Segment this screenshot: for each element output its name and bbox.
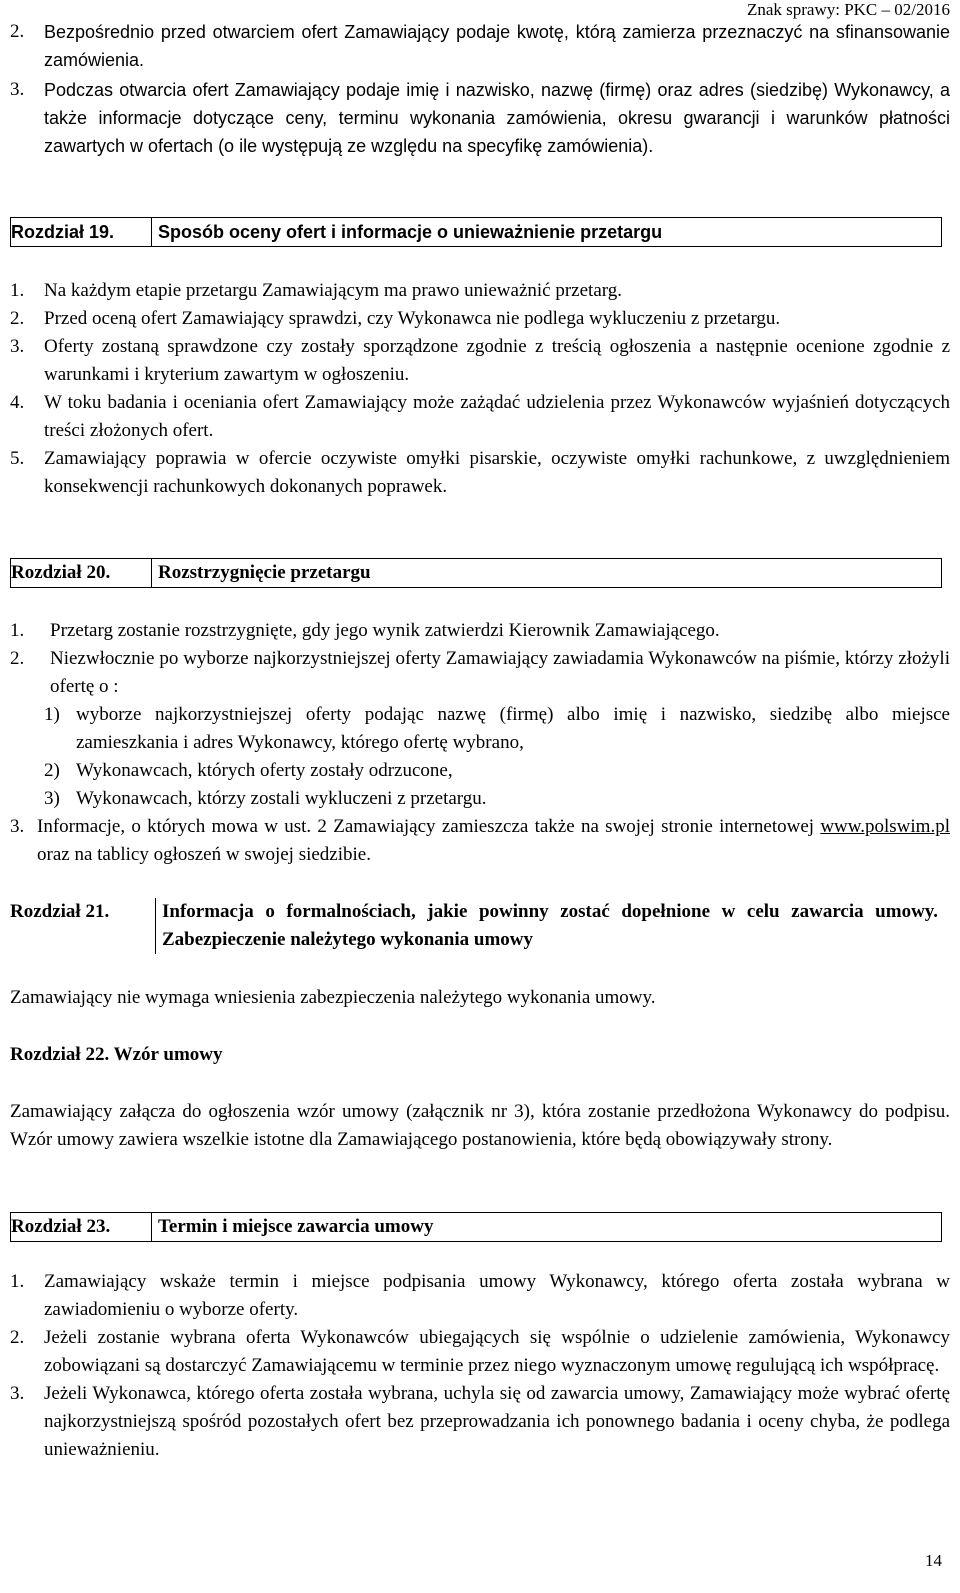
list-item <box>10 18 950 74</box>
chapter-title: Termin i miejsce zawarcia umowy <box>158 1216 434 1237</box>
chapter-label: Rozdział 23. <box>11 1213 152 1241</box>
case-reference: Znak sprawy: PKC – 02/2016 <box>746 0 950 19</box>
chapter-title: Rozstrzygnięcie przetargu <box>158 562 371 583</box>
item-text: Bezpośrednio przed otwarciem ofert Zamawiający podaje kwotę, którą zamierza przeznaczyć na sfinansowanie zamówienia. <box>44 22 950 70</box>
sub-item-text: wyborze najkorzystniejszej oferty podając nazwę (firmę) albo imię i nazwisko, siedzibę albo miejsce zamieszkania i adres Wykonawcy, którego ofertę wybrano, <box>76 704 950 753</box>
item-text: W toku badania i oceniania ofert Zamawiający może zażądać udzielenia przez Wykonawców wyjaśnień dotyczących treści złożonych ofert. <box>44 392 950 441</box>
list-item <box>10 76 950 160</box>
item-number: 2. <box>10 648 25 669</box>
item-text: Informacje, o których mowa w ust. 2 Zamawiający zamieszcza także na swojej stronie internetowej <box>37 816 821 837</box>
item-text: Zamawiający wskaże termin i miejsce podpisania umowy Wykonawcy, którego oferta została wybrana w zawiadomieniu o wyborze oferty. <box>44 1271 950 1320</box>
item-number: 3. <box>10 816 25 837</box>
sub-item-number: 2) <box>44 760 60 781</box>
item-number: 3. <box>10 79 25 100</box>
intro-section <box>10 18 950 160</box>
item-number: 2. <box>10 21 25 42</box>
sub-item-number: 1) <box>44 704 60 725</box>
chapter-22-heading <box>10 1041 942 1069</box>
item-text: Oferty zostaną sprawdzone czy zostały sporządzone zgodnie z treścią ogłoszenia a następnie ocenione zgodnie z warunkami i kryterium zawartym w ogłoszeniu. <box>44 336 950 385</box>
paragraph: Zamawiający nie wymaga wniesienia zabezpieczenia należytego wykonania umowy. <box>10 987 656 1008</box>
chapter-23-body <box>10 1268 950 1464</box>
item-text: Na każdym etapie przetargu Zamawiającym ma prawo unieważnić przetarg. <box>44 280 622 301</box>
chapter-title: Sposób oceny ofert i informacje o unieważnienie przetargu <box>158 222 663 242</box>
sub-item-text: Wykonawcach, których oferty zostały odrzucone, <box>76 760 453 781</box>
chapter-20-body <box>10 617 950 869</box>
item-text: Jeżeli zostanie wybrana oferta Wykonawców ubiegających się wspólnie o udzielenie zamówienia, Wykonawcy zobowiązani są dostarczyć Zamawiającemu w terminie przez niego wyznaczonym umowę regulującą ich współpracę. <box>44 1327 950 1376</box>
list-item <box>10 813 950 869</box>
item-text: Podczas otwarcia ofert Zamawiający podaje imię i nazwisko, nazwę (firmę) oraz adres (siedzibę) Wykonawcy, a także informacje dotyczące ceny, terminu wykonania zamówienia, okresu gwarancji i warunków płatności zawartych w ofertach (o ile występują ze względu na specyfikę zamówienia). <box>44 80 950 156</box>
sub-list-item <box>10 701 950 757</box>
list-item <box>10 1380 950 1464</box>
sub-item-text: Wykonawcach, którzy zostali wykluczeni z przetargu. <box>76 788 487 809</box>
sub-list-item <box>10 757 950 785</box>
chapter-23-heading <box>10 1212 942 1242</box>
item-number: 5. <box>10 448 25 469</box>
paragraph: Zamawiający załącza do ogłoszenia wzór umowy (załącznik nr 3), która zostanie przedłożona Wykonawcy do podpisu. Wzór umowy zawiera wszelkie istotne dla Zamawiającego postanowienia, które będą obowiązywały strony. <box>10 1101 950 1150</box>
sub-list-item <box>10 785 950 813</box>
item-number: 2. <box>10 1327 25 1348</box>
item-text: Niezwłocznie po wyborze najkorzystniejszej oferty Zamawiający zawiadamia Wykonawców na piśmie, którzy złożyli ofertę o : <box>50 648 950 697</box>
item-text: Przetarg zostanie rozstrzygnięte, gdy jego wynik zatwierdzi Kierownik Zamawiającego. <box>50 620 720 641</box>
list-item <box>10 277 950 305</box>
chapter-20-heading <box>10 558 942 588</box>
item-number: 4. <box>10 392 25 413</box>
chapter-title: Rozdział 22. Wzór umowy <box>10 1044 223 1065</box>
item-text: Jeżeli Wykonawca, którego oferta została wybrana, uchyla się od zawarcia umowy, Zamawiający może wybrać ofertę najkorzystniejszą spośród pozostałych ofert bez przeprowadzania ich ponownego badania i oceny chyba, że podlega unieważnieniu. <box>44 1383 950 1460</box>
chapter-21-heading <box>10 898 942 954</box>
list-item <box>10 1324 950 1380</box>
sub-item-number: 3) <box>44 788 60 809</box>
chapter-19-body <box>10 277 950 501</box>
item-text-tail: oraz na tablicy ogłoszeń w swojej siedzibie. <box>37 844 371 865</box>
item-number: 1. <box>10 620 25 641</box>
list-item <box>10 617 950 645</box>
item-text: Przed oceną ofert Zamawiający sprawdzi, czy Wykonawca nie podlega wykluczeniu z przetargu. <box>44 308 781 329</box>
item-number: 1. <box>10 280 25 301</box>
website-link[interactable]: www.polswim.pl <box>820 816 950 837</box>
list-item <box>10 645 950 701</box>
chapter-21-body <box>10 984 950 1012</box>
item-number: 3. <box>10 336 25 357</box>
chapter-title: Informacja o formalnościach, jakie powinny zostać dopełnione w celu zawarcia umowy. Zabezpieczenie należytego wykonania umowy <box>155 898 942 954</box>
list-item <box>10 305 950 333</box>
list-item <box>10 1268 950 1324</box>
item-text: Zamawiający poprawia w ofercie oczywiste omyłki pisarskie, oczywiste omyłki rachunkowe, z uwzględnieniem konsekwencji rachunkowych dokonanych poprawek. <box>44 448 950 497</box>
chapter-label: Rozdział 20. <box>11 559 152 587</box>
chapter-19-heading <box>10 217 942 247</box>
item-number: 2. <box>10 308 25 329</box>
item-number: 3. <box>10 1383 25 1404</box>
list-item <box>10 445 950 501</box>
list-item <box>10 389 950 445</box>
chapter-label: Rozdział 21. <box>10 901 110 922</box>
page-number: 14 <box>925 1551 942 1570</box>
chapter-label: Rozdział 19. <box>11 218 152 246</box>
chapter-22-body <box>10 1098 950 1154</box>
item-number: 1. <box>10 1271 25 1292</box>
list-item <box>10 333 950 389</box>
